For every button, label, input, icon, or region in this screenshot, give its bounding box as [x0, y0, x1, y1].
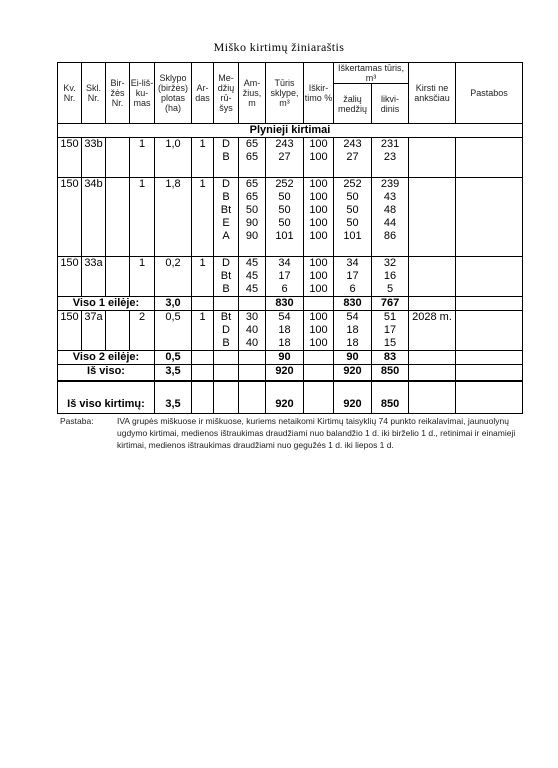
percent-cell-value: 100	[309, 138, 328, 150]
green-cell-value: 243	[343, 138, 362, 150]
percent-cell	[304, 178, 334, 257]
percent-cell-value: 100	[309, 217, 328, 229]
liquid-cell-value: 231	[380, 138, 400, 150]
skl-cell: 33a	[82, 257, 106, 297]
section-title: Plynieji kirtimai	[58, 124, 523, 138]
ardas-cell: 1	[192, 178, 214, 257]
liquid-cell-value: 5	[386, 283, 394, 295]
volume-cell-value: 50	[278, 191, 291, 203]
liquid-cell-value: 16	[383, 270, 397, 282]
green-cell-value: 54	[346, 311, 359, 323]
cutting-table	[57, 62, 523, 414]
sum-pastabos	[456, 381, 523, 414]
liquid-cell-value: 17	[383, 324, 397, 336]
header-kv: Kv. Nr.	[58, 63, 82, 124]
sum-age	[239, 381, 266, 414]
liquid-cell-value: 44	[383, 217, 397, 229]
kv-cell: 150	[58, 257, 82, 297]
species-cell-value: E	[222, 217, 230, 229]
species-cell-value: Bt	[220, 311, 232, 323]
ardas-cell: 1	[192, 311, 214, 351]
volume-cell-value: 27	[278, 151, 291, 163]
plotas-cell: 0,2	[155, 257, 192, 297]
volume-cell-value: 243	[275, 138, 294, 150]
green-cell-value: 17	[346, 270, 359, 282]
percent-cell-value: 100	[309, 191, 328, 203]
volume-cell	[266, 257, 304, 297]
volume-cell-value: 54	[278, 311, 291, 323]
eiliskumas-cell: 1	[130, 257, 155, 297]
liquid-cell	[372, 257, 409, 297]
species-cell-value: D	[222, 324, 230, 336]
volume-cell-value: 101	[275, 230, 294, 242]
pastabos-cell	[456, 138, 523, 178]
volume-cell-value: 18	[278, 324, 291, 336]
volume-cell-value: 50	[278, 204, 291, 216]
pastabos-cell	[456, 178, 523, 257]
kirsti-cell	[409, 178, 456, 257]
sum-label: Iš viso kirtimų:	[58, 381, 155, 414]
table-row	[58, 257, 523, 297]
birzes-cell	[106, 311, 130, 351]
header-zaliu: žalių medžių	[334, 84, 372, 124]
table-row	[58, 311, 523, 351]
green-cell-value: 50	[346, 191, 359, 203]
percent-cell-value: 100	[309, 324, 328, 336]
pastabos-cell	[456, 311, 523, 351]
header-birzes: Bir-žės Nr.	[106, 63, 130, 124]
species-cell	[214, 138, 239, 178]
kirsti-cell: 2028 m.	[409, 311, 456, 351]
sum-percent	[304, 297, 334, 311]
volume-cell	[266, 138, 304, 178]
sum-percent	[304, 381, 334, 414]
green-cell-value: 6	[349, 283, 356, 295]
species-cell-value: B	[222, 151, 230, 163]
header-kirsti: Kirsti ne anksčiau	[409, 63, 456, 124]
sum-kirsti	[409, 381, 456, 414]
liquid-cell-value: 86	[383, 230, 397, 242]
species-cell	[214, 178, 239, 257]
percent-cell-value: 100	[309, 270, 328, 282]
sum-row	[58, 297, 523, 311]
sum-ardas	[192, 297, 214, 311]
sum-liquid: 83	[372, 351, 409, 365]
age-cell	[239, 311, 266, 351]
sum-liquid: 850	[372, 365, 409, 382]
percent-cell-value: 100	[309, 178, 328, 190]
kirsti-cell	[409, 257, 456, 297]
age-cell-value: 90	[245, 217, 259, 229]
birzes-cell	[106, 178, 130, 257]
sum-volume: 830	[266, 297, 304, 311]
sum-label: Iš viso:	[58, 365, 155, 382]
header-iskertamas: Iškertamas tūris, m³	[334, 63, 409, 84]
percent-cell-value: 100	[309, 337, 328, 349]
green-cell-value: 34	[346, 257, 359, 269]
plotas-cell: 0,5	[155, 311, 192, 351]
sum-pastabos	[456, 365, 523, 382]
eiliskumas-cell: 2	[130, 311, 155, 351]
green-cell-value: 27	[346, 151, 359, 163]
age-cell-value: 65	[245, 178, 259, 190]
plotas-cell: 1,8	[155, 178, 192, 257]
document-title: Miško kirtimų žiniaraštis	[213, 40, 345, 54]
table-row	[58, 178, 523, 257]
header-eiliskumas: Ei-liš-ku-mas	[130, 63, 155, 124]
header-iskirtimo: Iškir-timo %	[304, 63, 334, 124]
header-turis: Tūris sklype, m³	[266, 63, 304, 124]
percent-cell	[304, 311, 334, 351]
sum-row	[58, 351, 523, 365]
sum-percent	[304, 351, 334, 365]
sum-plotas: 3,5	[155, 365, 192, 382]
liquid-cell	[372, 138, 409, 178]
sum-liquid: 850	[372, 381, 409, 414]
green-cell	[334, 138, 372, 178]
sum-age	[239, 297, 266, 311]
sum-species	[214, 365, 239, 382]
sum-ardas	[192, 351, 214, 365]
skl-cell: 33b	[82, 138, 106, 178]
eiliskumas-cell: 1	[130, 178, 155, 257]
sum-percent	[304, 365, 334, 382]
percent-cell-value: 100	[309, 230, 328, 242]
sum-label: Viso 1 eilėje:	[58, 297, 155, 311]
liquid-cell-value: 23	[383, 151, 397, 163]
header-skl: Skl. Nr.	[82, 63, 106, 124]
volume-cell-value: 18	[278, 337, 291, 349]
birzes-cell	[106, 257, 130, 297]
sum-kirsti	[409, 365, 456, 382]
birzes-cell	[106, 138, 130, 178]
sum-species	[214, 381, 239, 414]
species-cell-value: D	[222, 178, 230, 190]
volume-cell-value: 6	[281, 283, 288, 295]
liquid-cell-value: 48	[383, 204, 397, 216]
sum-species	[214, 351, 239, 365]
green-cell-value: 50	[346, 204, 359, 216]
sum-pastabos	[456, 351, 523, 365]
species-cell	[214, 257, 239, 297]
liquid-cell-value: 15	[383, 337, 397, 349]
volume-cell-value: 34	[278, 257, 291, 269]
percent-cell-value: 100	[309, 257, 328, 269]
species-cell-value: D	[222, 138, 230, 150]
sum-row	[58, 365, 523, 382]
green-cell	[334, 257, 372, 297]
footnote	[60, 415, 530, 451]
header-pastabos: Pastabos	[456, 63, 523, 124]
green-cell-value: 18	[346, 324, 359, 336]
sum-age	[239, 365, 266, 382]
footnote-label: Pastaba:	[60, 416, 94, 426]
age-cell	[239, 178, 266, 257]
pastabos-cell	[456, 257, 523, 297]
age-cell-value: 45	[245, 283, 259, 295]
sum-green: 920	[334, 381, 372, 414]
header-likvidinis: likvi-dinis	[372, 84, 409, 124]
volume-cell-value: 252	[275, 178, 294, 190]
age-cell	[239, 257, 266, 297]
kv-cell: 150	[58, 178, 82, 257]
sum-plotas: 3,0	[155, 297, 192, 311]
liquid-cell-value: 32	[383, 257, 397, 269]
age-cell-value: 50	[245, 204, 259, 216]
sum-pastabos	[456, 297, 523, 311]
species-cell-value: Bt	[220, 204, 232, 216]
sum-plotas: 0,5	[155, 351, 192, 365]
species-cell-value: B	[222, 191, 230, 203]
header-plotas: Sklypo (biržės) plotas (ha)	[155, 63, 192, 124]
kv-cell: 150	[58, 138, 82, 178]
skl-cell: 34b	[82, 178, 106, 257]
green-cell-value: 18	[346, 337, 359, 349]
sum-green: 90	[334, 351, 372, 365]
sum-kirsti	[409, 351, 456, 365]
species-cell-value: B	[222, 283, 230, 295]
percent-cell-value: 100	[309, 204, 328, 216]
plotas-cell: 1,0	[155, 138, 192, 178]
green-cell	[334, 178, 372, 257]
eiliskumas-cell: 1	[130, 138, 155, 178]
sum-species	[214, 297, 239, 311]
age-cell-value: 90	[245, 230, 259, 242]
percent-cell-value: 100	[309, 151, 328, 163]
footnote-text: IVA grupės miškuose ir miškuose, kuriems netaikomi Kirtimų taisyklių 74 punkto reikalavimai, jaunuolynų ugdymo kirtimai, medienos ištraukimas draudžiami nuo balandžio 1 d. iki birželio 1 d., retinimai ir einamieji kirtimai, medienos ištraukimas draudžiami nuo gegužės 1 d. iki liepos 1 d.	[117, 416, 516, 450]
table-row	[58, 138, 523, 178]
sum-volume: 920	[266, 365, 304, 382]
species-cell-value: B	[222, 337, 230, 349]
volume-cell-value: 50	[278, 217, 291, 229]
species-cell-value: A	[222, 230, 230, 242]
liquid-cell-value: 43	[383, 191, 397, 203]
green-cell	[334, 311, 372, 351]
percent-cell-value: 100	[309, 311, 328, 323]
age-cell-value: 65	[245, 191, 259, 203]
volume-cell	[266, 178, 304, 257]
liquid-cell	[372, 311, 409, 351]
sum-liquid: 767	[372, 297, 409, 311]
liquid-cell-value: 51	[383, 311, 397, 323]
age-cell-value: 65	[245, 151, 259, 163]
species-cell	[214, 311, 239, 351]
green-cell-value: 252	[343, 178, 362, 190]
sum-volume: 920	[266, 381, 304, 414]
age-cell-value: 40	[245, 324, 259, 336]
sum-label: Viso 2 eilėje:	[58, 351, 155, 365]
sum-ardas	[192, 381, 214, 414]
sum-volume: 90	[266, 351, 304, 365]
sum-ardas	[192, 365, 214, 382]
header-ardas: Ar-das	[192, 63, 214, 124]
percent-cell	[304, 138, 334, 178]
liquid-cell-value: 239	[380, 178, 400, 190]
kirsti-cell	[409, 138, 456, 178]
volume-cell-value: 17	[278, 270, 291, 282]
kv-cell: 150	[58, 311, 82, 351]
age-cell-value: 65	[245, 138, 259, 150]
header-amzius: Am-žius, m	[239, 63, 266, 124]
sum-kirsti	[409, 297, 456, 311]
ardas-cell: 1	[192, 138, 214, 178]
volume-cell	[266, 311, 304, 351]
age-cell-value: 30	[245, 311, 259, 323]
sum-green: 920	[334, 365, 372, 382]
percent-cell	[304, 257, 334, 297]
table-header	[58, 63, 523, 124]
percent-cell-value: 100	[309, 283, 328, 295]
skl-cell: 37a	[82, 311, 106, 351]
green-cell-value: 101	[343, 230, 362, 242]
header-medziu-rusys: Me-džių rū-šys	[214, 63, 239, 124]
section-row	[58, 124, 523, 138]
age-cell-value: 45	[245, 257, 259, 269]
ardas-cell: 1	[192, 257, 214, 297]
species-cell-value: Bt	[220, 270, 232, 282]
green-cell-value: 50	[346, 217, 359, 229]
age-cell-value: 40	[245, 337, 259, 349]
sum-plotas: 3,5	[155, 381, 192, 414]
age-cell-value: 45	[245, 270, 259, 282]
sum-green: 830	[334, 297, 372, 311]
species-cell-value: D	[222, 257, 230, 269]
sum-row	[58, 381, 523, 414]
sum-age	[239, 351, 266, 365]
age-cell	[239, 138, 266, 178]
liquid-cell	[372, 178, 409, 257]
